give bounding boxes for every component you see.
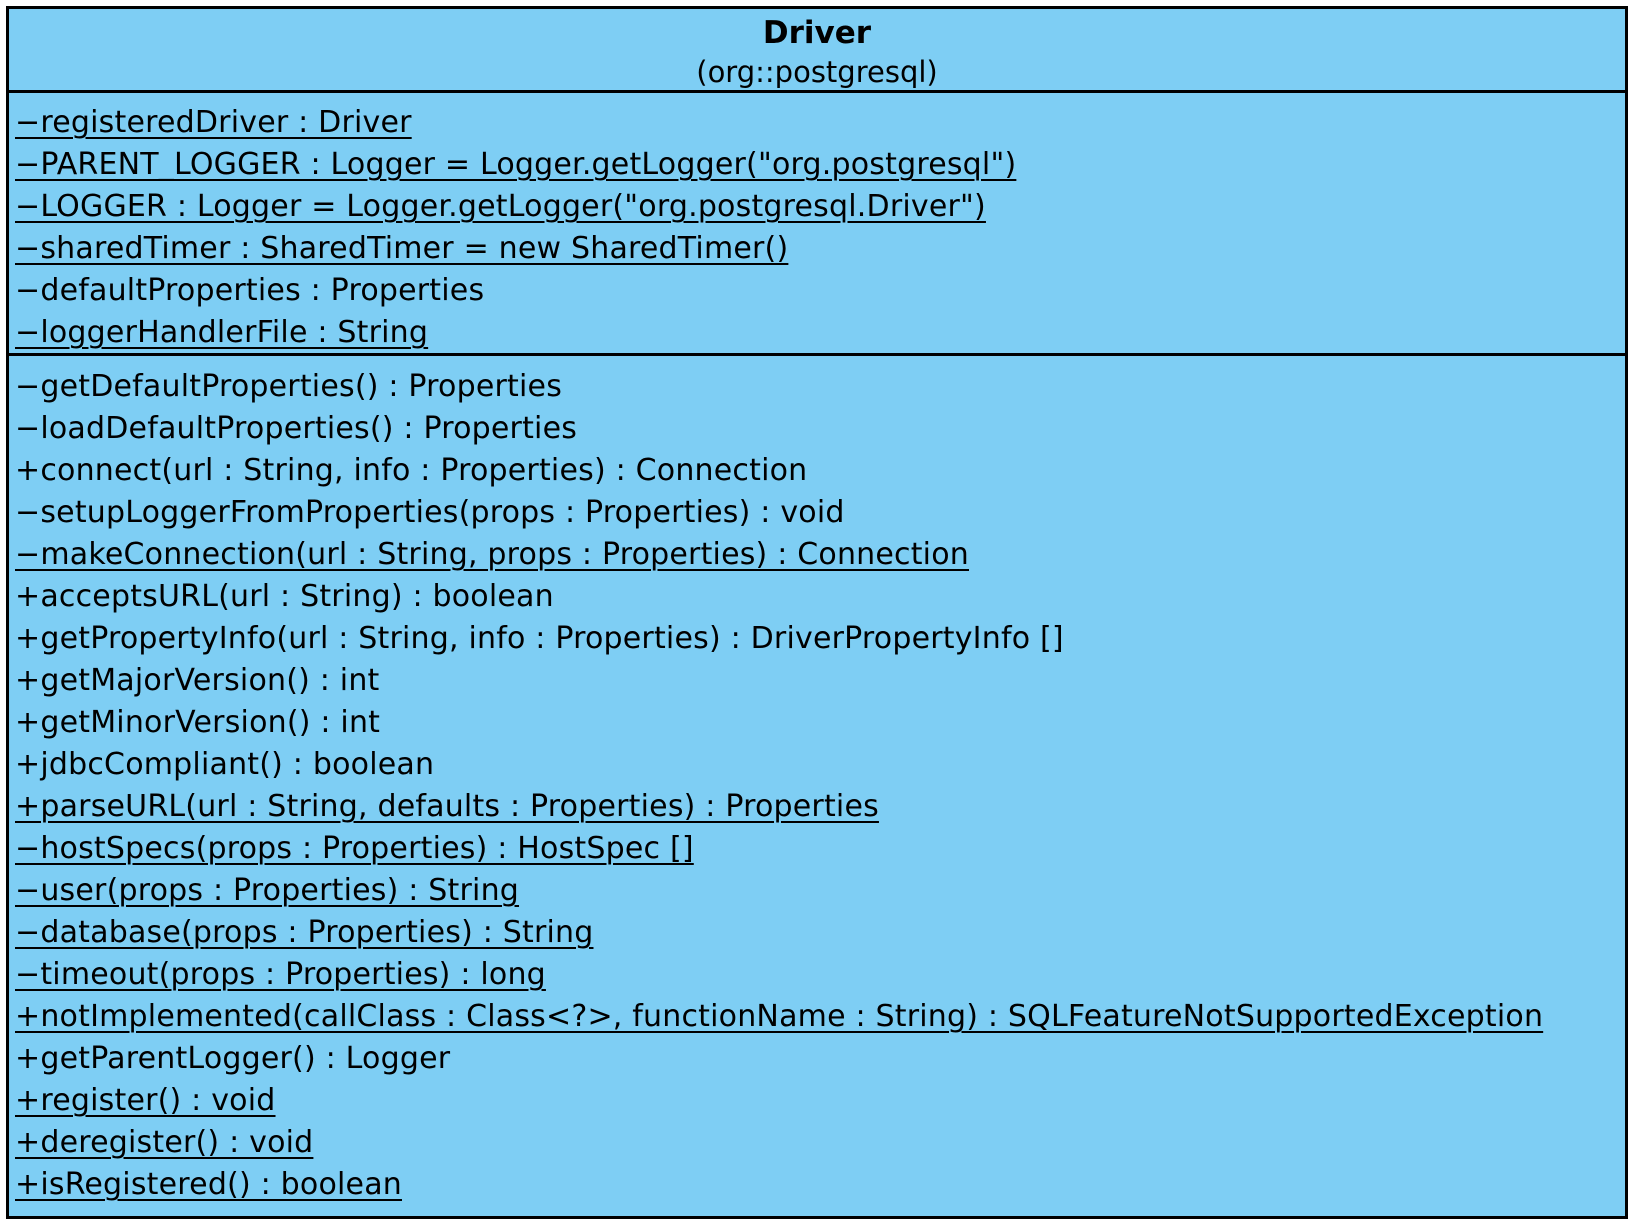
attribute-item: −defaultProperties : Properties <box>15 273 485 308</box>
operations-compartment <box>9 356 1625 1206</box>
operation-item: −setupLoggerFromProperties(props : Properties) : void <box>15 495 845 530</box>
operation-item: +getParentLogger() : Logger <box>15 1041 451 1076</box>
operation-item: +acceptsURL(url : String) : boolean <box>15 579 554 614</box>
operation-item: −loadDefaultProperties() : Properties <box>15 411 578 446</box>
attributes-compartment <box>9 93 1625 356</box>
class-package: (org::postgresql) <box>696 55 938 89</box>
attribute-item: −PARENT_LOGGER : Logger = Logger.getLogger("org.postgresql") <box>15 147 1017 182</box>
operation-item: −hostSpecs(props : Properties) : HostSpec [] <box>15 831 694 866</box>
attribute-item: −LOGGER : Logger = Logger.getLogger("org.postgresql.Driver") <box>15 189 986 224</box>
class-name: Driver <box>762 15 872 51</box>
operation-item: +deregister() : void <box>15 1125 314 1160</box>
operation-item: +parseURL(url : String, defaults : Properties) : Properties <box>15 789 879 824</box>
operation-item: +getPropertyInfo(url : String, info : Properties) : DriverPropertyInfo [] <box>15 621 1064 656</box>
class-header <box>9 9 1625 93</box>
attribute-item: −sharedTimer : SharedTimer = new SharedTimer() <box>15 231 789 266</box>
uml-class-box[interactable] <box>6 6 1628 1219</box>
attribute-item: −registeredDriver : Driver <box>15 105 412 140</box>
operation-item: +getMinorVersion() : int <box>15 705 381 740</box>
operation-item: −user(props : Properties) : String <box>15 873 520 908</box>
operation-item: +getMajorVersion() : int <box>15 663 380 698</box>
operation-item: +jdbcCompliant() : boolean <box>15 747 435 782</box>
operation-item: −database(props : Properties) : String <box>15 915 594 950</box>
operation-item: −getDefaultProperties() : Properties <box>15 369 563 404</box>
operation-item: −timeout(props : Properties) : long <box>15 957 546 992</box>
operation-item: +connect(url : String, info : Properties) : Connection <box>15 453 808 488</box>
operation-item: +isRegistered() : boolean <box>15 1167 402 1202</box>
operation-item: −makeConnection(url : String, props : Properties) : Connection <box>15 537 969 572</box>
operation-item: +notImplemented(callClass : Class<?>, functionName : String) : SQLFeatureNotSupportedException <box>15 999 1544 1034</box>
operation-item: +register() : void <box>15 1083 276 1118</box>
attribute-item: −loggerHandlerFile : String <box>15 315 429 350</box>
